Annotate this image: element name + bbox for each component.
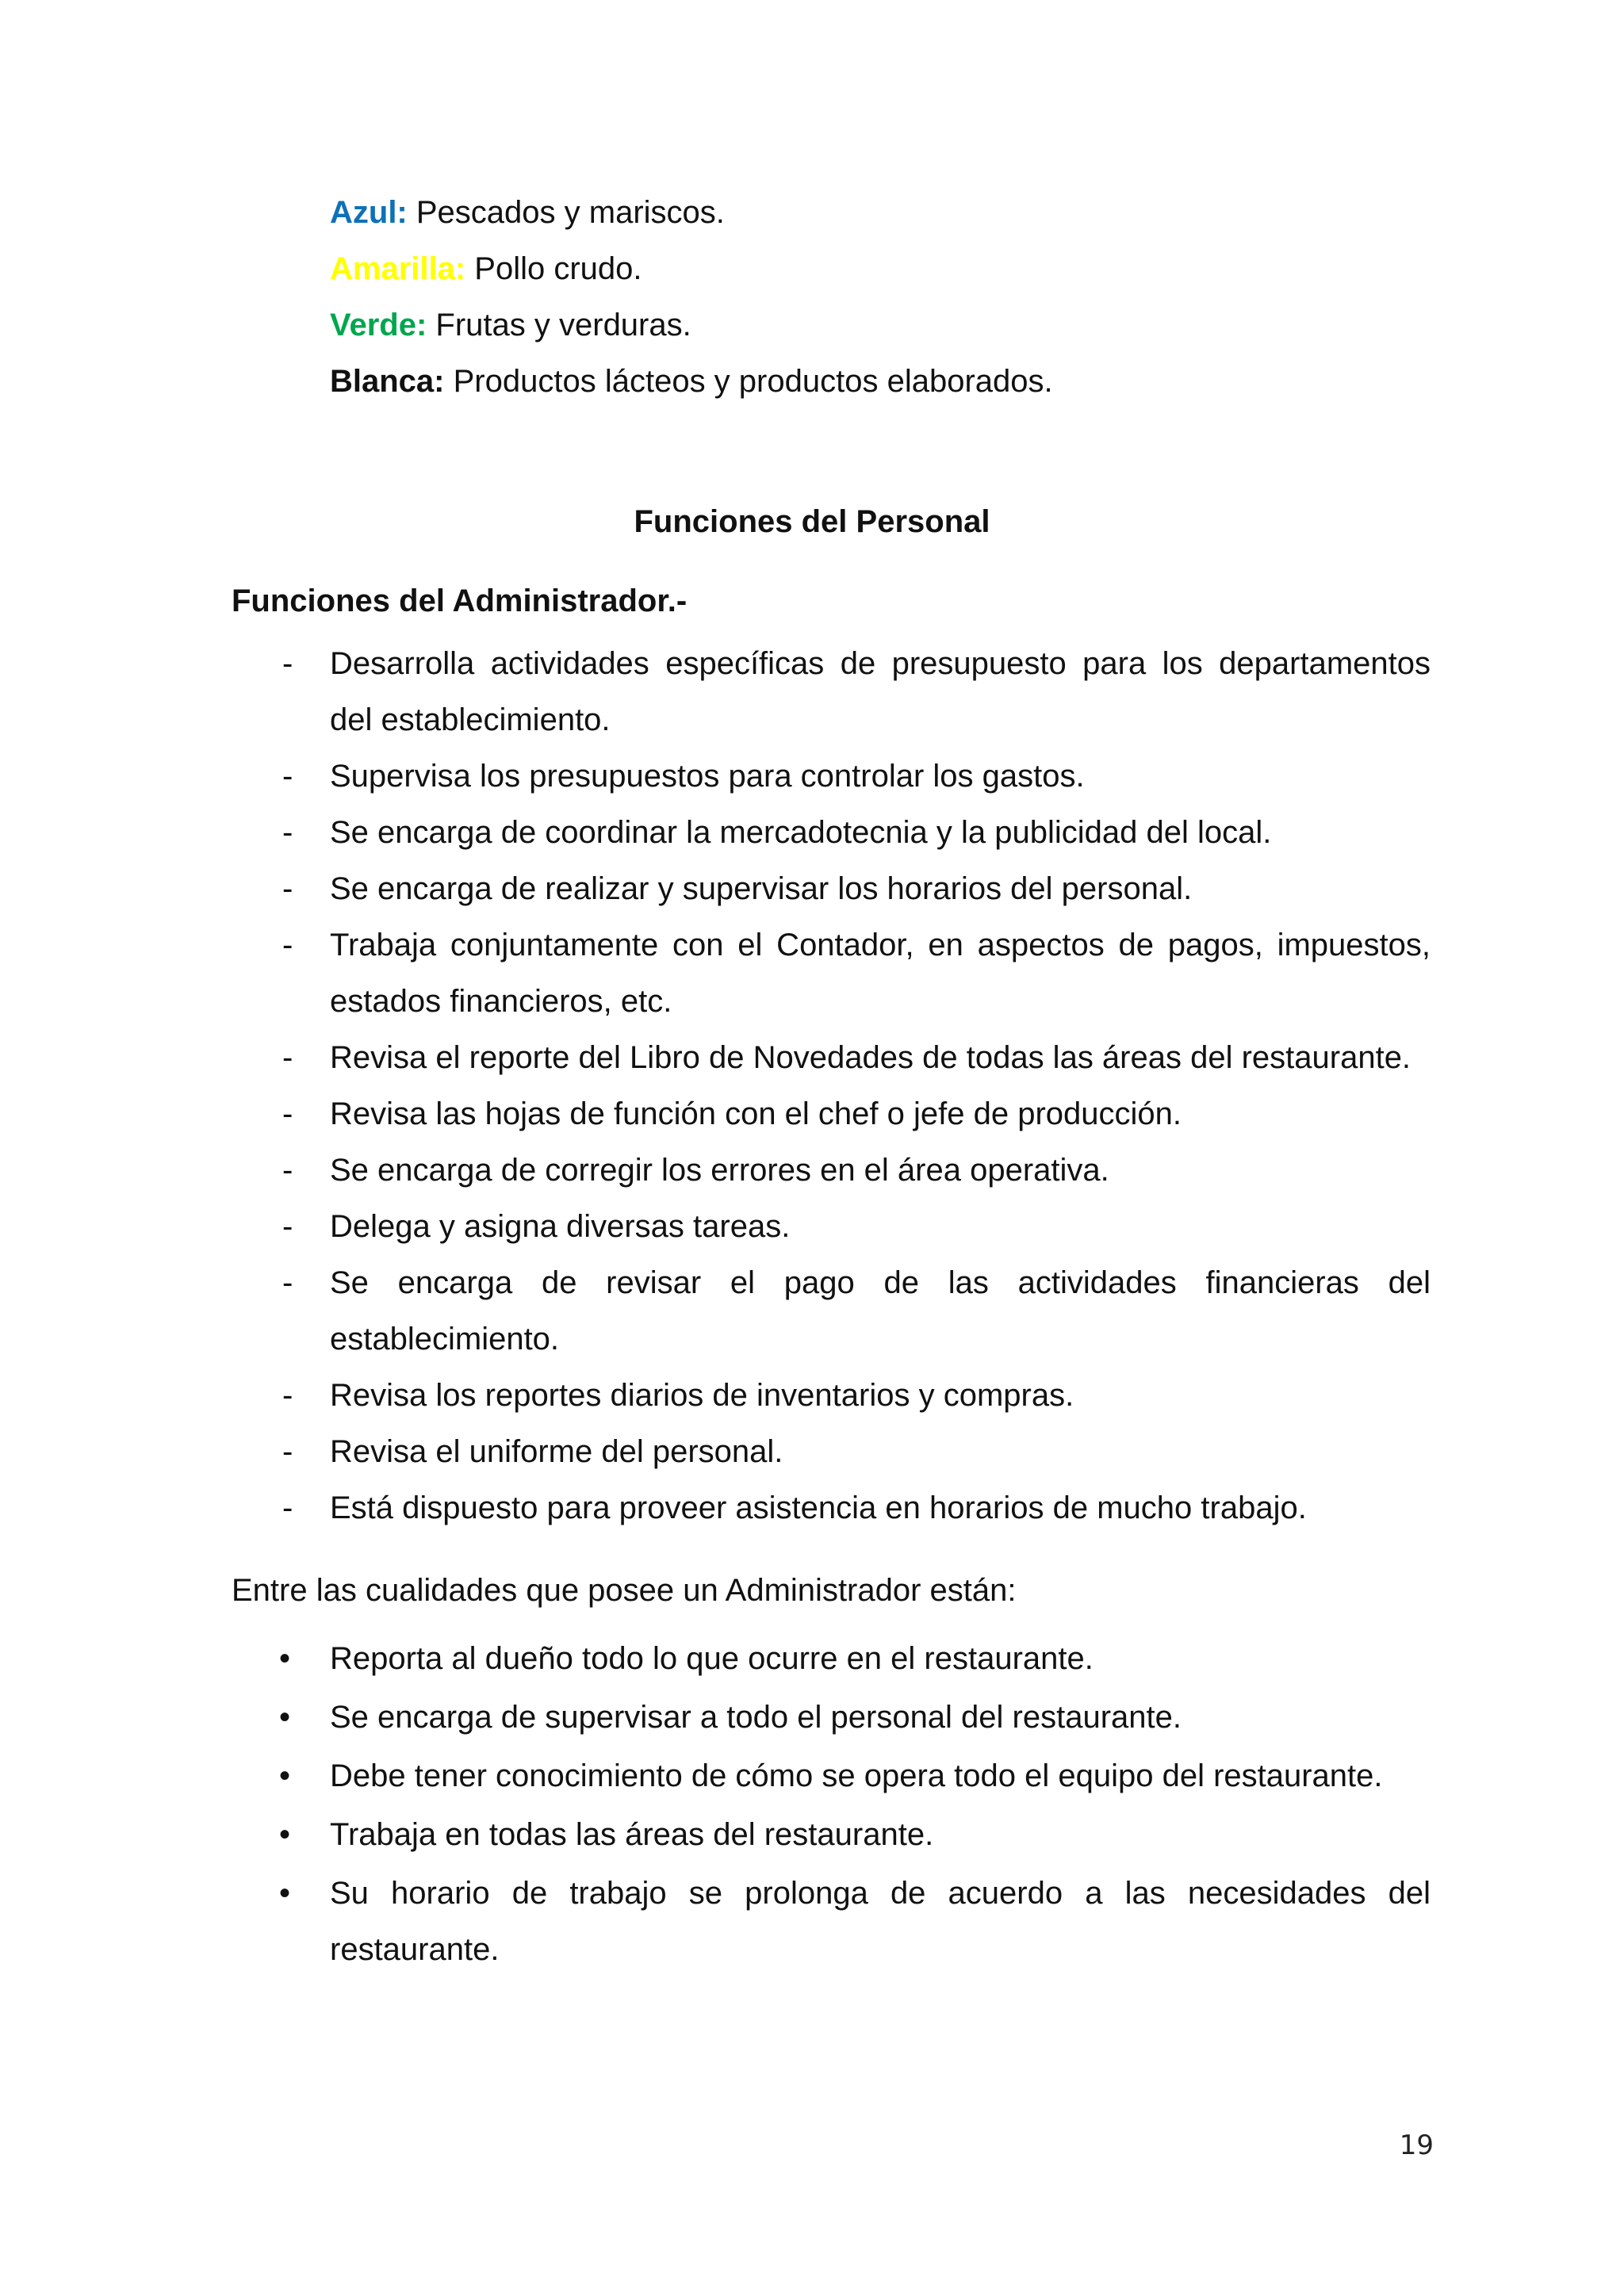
function-item-line: estados financieros, etc. [330,984,672,1019]
bullet-marker: • [279,1817,291,1852]
dash-marker: - [282,1209,293,1244]
quality-item-line: Su horario de trabajo se prolonga de acuerdo a las necesidades del [330,1876,1431,1911]
bullet-marker: • [279,1758,291,1793]
dash-marker: - [282,815,293,850]
color-label-verde: Verde: [330,308,427,342]
dash-marker: - [282,759,293,794]
subsection-title: Funciones del Administrador.- [232,584,688,618]
section-title: Funciones del Personal [634,504,990,539]
function-item-line: Delega y asigna diversas tareas. [330,1209,791,1244]
function-item-line: Se encarga de coordinar la mercadotecnia y la publicidad del local. [330,815,1272,850]
color-text-verde: Frutas y verduras. [427,308,691,342]
quality-item-line: restaurante. [330,1932,500,1967]
function-item-line: Supervisa los presupuestos para controlar los gastos. [330,759,1085,794]
color-item-blanca [330,362,1053,400]
bullet-marker: • [279,1641,291,1676]
dash-marker: - [282,1490,293,1525]
color-label-azul: Azul: [330,195,408,230]
bullet-marker: • [279,1876,291,1911]
function-item-line: establecimiento. [330,1322,560,1357]
dash-marker: - [282,646,293,681]
color-label-blanca: Blanca: [330,364,445,399]
color-item-verde [330,306,691,344]
function-item-line: Revisa los reportes diarios de inventarios y compras. [330,1378,1074,1413]
function-item-line: Desarrolla actividades específicas de presupuesto para los departamentos [330,646,1431,681]
dash-marker: - [282,928,293,962]
color-item-azul [330,193,725,232]
dash-marker: - [282,1096,293,1131]
dash-marker: - [282,1040,293,1075]
function-item-line: Está dispuesto para proveer asistencia en horarios de mucho trabajo. [330,1490,1307,1525]
function-item-line: Revisa las hojas de función con el chef o jefe de producción. [330,1096,1182,1131]
color-text-azul: Pescados y mariscos. [407,195,725,230]
color-item-amarilla [330,250,642,288]
quality-item-line: Se encarga de supervisar a todo el personal del restaurante. [330,1700,1182,1735]
dash-marker: - [282,1378,293,1413]
qualities-intro: Entre las cualidades que posee un Administrador están: [232,1573,1017,1608]
function-item-line: Se encarga de realizar y supervisar los horarios del personal. [330,871,1193,906]
function-item-line: Se encarga de revisar el pago de las actividades financieras del [330,1265,1431,1300]
color-text-amarilla: Pollo crudo. [465,251,642,286]
bullet-marker: • [279,1700,291,1735]
function-item-line: Revisa el reporte del Libro de Novedades de todas las áreas del restaurante. [330,1040,1411,1075]
quality-item-line: Trabaja en todas las áreas del restaurante. [330,1817,934,1852]
function-item-line: del establecimiento. [330,702,611,737]
color-label-amarilla: Amarilla: [330,251,466,286]
color-text-blanca: Productos lácteos y productos elaborados. [444,364,1053,399]
quality-item-line: Debe tener conocimiento de cómo se opera todo el equipo del restaurante. [330,1758,1383,1793]
dash-marker: - [282,1265,293,1300]
function-item-line: Revisa el uniforme del personal. [330,1434,783,1469]
function-item-line: Trabaja conjuntamente con el Contador, en aspectos de pagos, impuestos, [330,928,1431,962]
dash-marker: - [282,1153,293,1188]
function-item-line: Se encarga de corregir los errores en el área operativa. [330,1153,1109,1188]
dash-marker: - [282,1434,293,1469]
page-number: 19 [1399,2130,1434,2161]
quality-item-line: Reporta al dueño todo lo que ocurre en el restaurante. [330,1641,1094,1676]
dash-marker: - [282,871,293,906]
